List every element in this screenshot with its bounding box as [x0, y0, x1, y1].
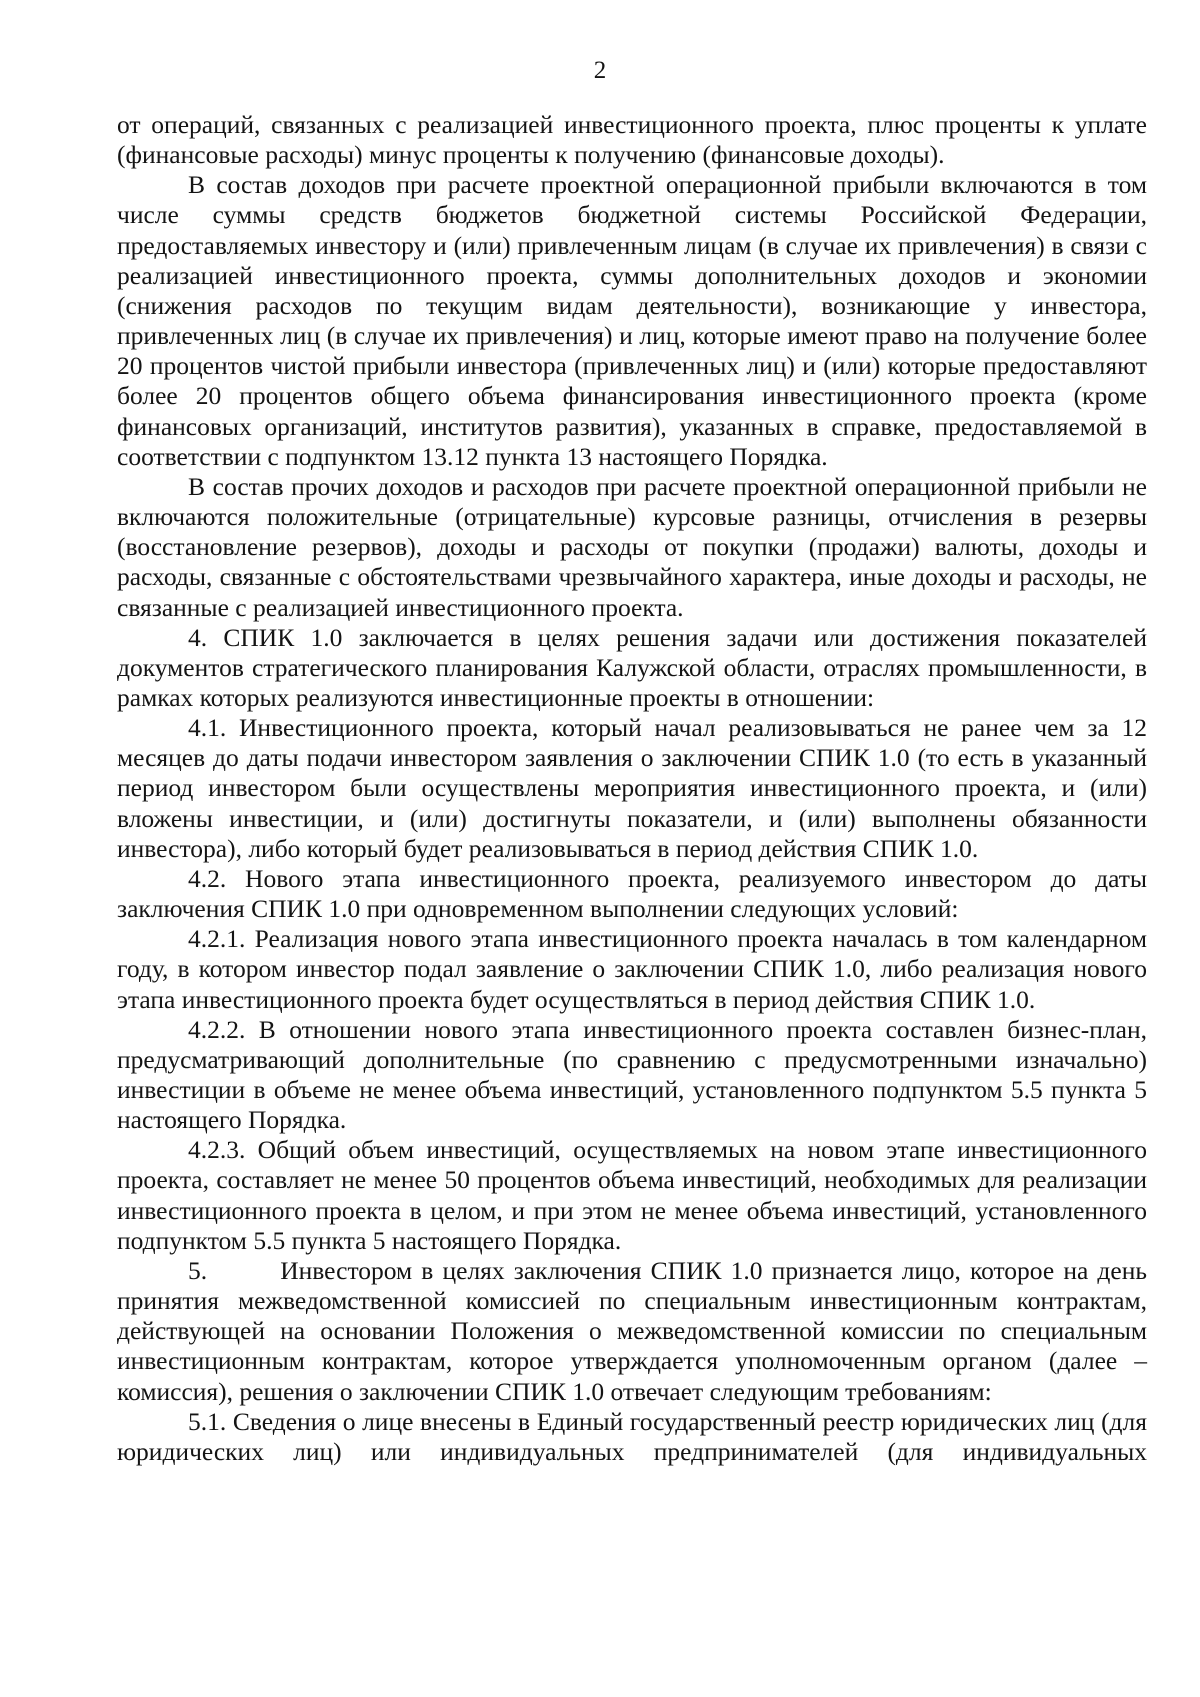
paragraph: 4.1. Инвестиционного проекта, который начал реализовываться не ранее чем за 12 месяцев до даты подачи инвестором заявления о заключении СПИК 1.0 (то есть в указанный период инвестором были осуществлены мероприятия инвестиционного проекта, и (или) вложены инвестиции, и (или) достигнуты показатели, и (или) выполнены обязанности инвестора), либо который будет реализовываться в период действия СПИК 1.0.	[117, 713, 1147, 863]
page-number: 2	[593, 57, 607, 84]
paragraph: 4.2.2. В отношении нового этапа инвестиционного проекта составлен бизнес-план, предусматривающий дополнительные (по сравнению с предусмотренными изначально) инвестиции в объеме не менее объема инвестиций, установленного подпунктом 5.5 пункта 5 настоящего Порядка.	[117, 1014, 1147, 1135]
paragraph: от операций, связанных с реализацией инвестиционного проекта, плюс проценты к уплате (финансовые расходы) минус проценты к получению (финансовые доходы).	[117, 110, 1147, 170]
paragraph: 4.2. Нового этапа инвестиционного проекта, реализуемого инвестором до даты заключения СПИК 1.0 при одновременном выполнении следующих условий:	[117, 863, 1147, 924]
paragraph: В состав прочих доходов и расходов при расчете проектной операционной прибыли не включаются положительные (отрицательные) курсовые разницы, отчисления в резервы (восстановление резервов), доходы и расходы от покупки (продажи) валюты, доходы и расходы, связанные с обстоятельствами чрезвычайного характера, иные доходы и расходы, не связанные с реализацией инвестиционного проекта.	[117, 471, 1147, 622]
paragraph: 4.2.1. Реализация нового этапа инвестиционного проекта началась в том календарном году, в котором инвестор подал заявление о заключении СПИК 1.0, либо реализация нового этапа инвестиционного проекта будет осуществляться в период действия СПИК 1.0.	[117, 924, 1147, 1014]
paragraph: 4.2.3. Общий объем инвестиций, осуществляемых на новом этапе инвестиционного проекта, составляет не менее 50 процентов объема инвестиций, необходимых для реализации инвестиционного проекта в целом, и при этом не менее объема инвестиций, установленного подпунктом 5.5 пункта 5 настоящего Порядка.	[117, 1135, 1147, 1255]
paragraph: В состав доходов при расчете проектной операционной прибыли включаются в том числе суммы средств бюджетов бюджетной системы Российской Федерации, предоставляемых инвестору и (или) привлеченным лицам (в случае их привлечения) в связи с реализацией инвестиционного проекта, суммы дополнительных доходов и экономии (снижения расходов по текущим видам деятельности), возникающие у инвестора, привлеченных лиц (в случае их привлечения) и лиц, которые имеют право на получение более 20 процентов чистой прибыли инвестора (привлеченных лиц) и (или) которые предоставляют более 20 процентов общего объема финансирования инвестиционного проекта (кроме финансовых организаций, институтов развития), указанных в справке, предоставляемой в соответствии с подпунктом 13.12 пункта 13 настоящего Порядка.	[117, 170, 1147, 471]
paragraph: 5.1. Сведения о лице внесены в Единый государственный реестр юридических лиц (для юридических лиц) или индивидуальных предпринимателей (для индивидуальных	[117, 1406, 1147, 1466]
paragraph: 5. Инвестором в целях заключения СПИК 1.0 признается лицо, которое на день принятия межведомственной комиссией по специальным инвестиционным контрактам, действующей на основании Положения о межведомственной комиссии по специальным инвестиционным контрактам, которое утверждается уполномоченным органом (далее – комиссия), решения о заключении СПИК 1.0 отвечает следующим требованиям:	[117, 1255, 1154, 1406]
document-body	[117, 110, 1154, 1467]
paragraph: 4. СПИК 1.0 заключается в целях решения задачи или достижения показателей документов стратегического планирования Калужской области, отраслях промышленности, в рамках которых реализуются инвестиционные проекты в отношении:	[117, 622, 1147, 712]
